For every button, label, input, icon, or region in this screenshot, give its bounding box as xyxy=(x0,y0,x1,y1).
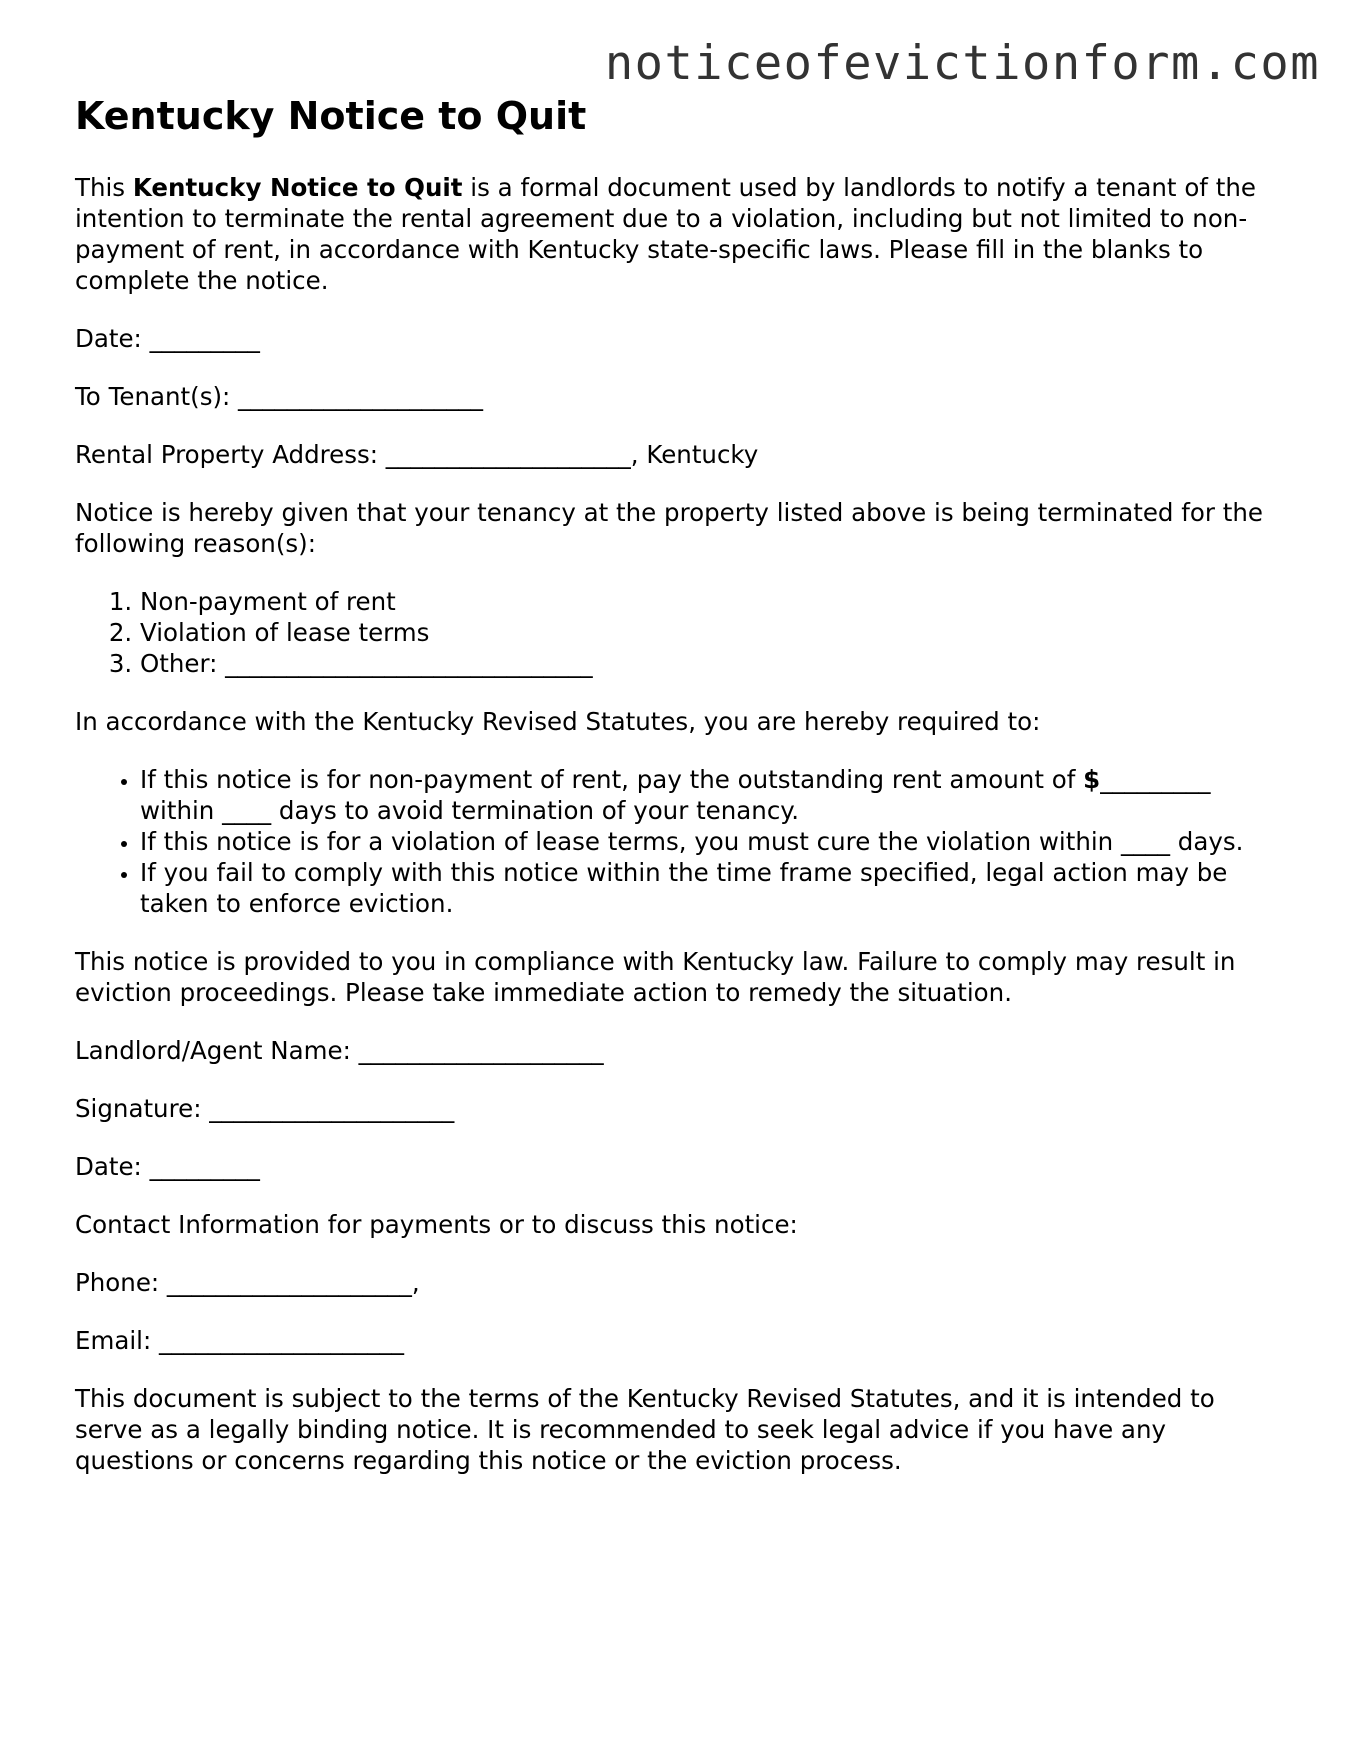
closing-paragraph: This document is subject to the terms of the Kentucky Revised Statutes, and it is intended to serve as a legally binding notice. It is recommended to seek legal advice if you have any questions or concerns regarding this notice or the eviction process. xyxy=(75,1384,1215,1475)
site-watermark: noticeofevictionform.com xyxy=(604,36,1320,91)
requirement-item: • If this notice is for a violation of lease terms, you must cure the violation within ____ days. xyxy=(140,826,1285,857)
date-field: Date: _________ xyxy=(75,1152,260,1181)
requirement-item: • If you fail to comply with this notice within the time frame specified, legal action may be taken to enforce eviction. xyxy=(140,857,1285,919)
requirement-item xyxy=(140,764,1285,826)
address-field: Rental Property Address: ____________________, Kentucky xyxy=(75,440,759,469)
requirements-list xyxy=(75,764,1285,919)
reason-item: 2. Violation of lease terms xyxy=(140,617,1285,648)
reasons-list xyxy=(75,586,1285,679)
compliance-paragraph: This notice is provided to you in compliance with Kentucky law. Failure to comply may result in eviction proceedings. Please take immediate action to remedy the situation. xyxy=(75,947,1236,1007)
requirement-text: _________ within ____ days to avoid termination of your tenancy. xyxy=(140,765,1211,825)
email-field: Email: ____________________ xyxy=(75,1326,405,1355)
requirement-paragraph: In accordance with the Kentucky Revised Statutes, you are hereby required to: xyxy=(75,707,1041,736)
intro-post: is a formal document used by landlords to notify a tenant of the intention to terminate the rental agreement due to a violation, including but not limited to non-payment of rent, in accordance with Kentucky state-specific laws. Please fill in the blanks to complete the notice. xyxy=(75,173,1256,295)
notice-paragraph: Notice is hereby given that your tenancy at the property listed above is being terminated for the following reason(s): xyxy=(75,498,1263,558)
intro-paragraph xyxy=(75,172,1285,296)
contact-heading: Contact Information for payments or to discuss this notice: xyxy=(75,1210,798,1239)
signature-field: Signature: ____________________ xyxy=(75,1094,455,1123)
dollar-sign: $ xyxy=(1083,765,1101,794)
intro-bold-title: Kentucky Notice to Quit xyxy=(132,173,463,202)
landlord-field: Landlord/Agent Name: ____________________ xyxy=(75,1036,604,1065)
phone-field: Phone: ____________________, xyxy=(75,1268,420,1297)
reason-item: 3. Other: ______________________________ xyxy=(140,648,1285,679)
tenant-field: To Tenant(s): ____________________ xyxy=(75,382,484,411)
reason-item: 1. Non-payment of rent xyxy=(140,586,1285,617)
date-field: Date: _________ xyxy=(75,324,260,353)
requirement-text: If this notice is for non-payment of rent, pay the outstanding rent amount of xyxy=(140,765,1084,794)
intro-pre: This xyxy=(75,173,133,202)
notice-document xyxy=(75,92,1285,1503)
page-title: Kentucky Notice to Quit xyxy=(75,94,587,138)
